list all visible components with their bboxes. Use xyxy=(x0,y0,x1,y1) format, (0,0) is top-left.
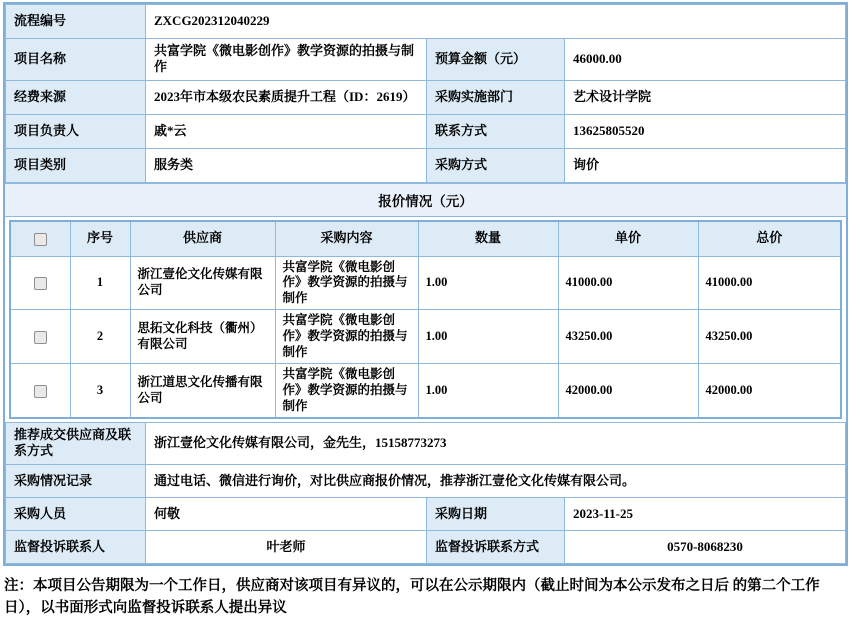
quote-row xyxy=(10,310,841,364)
budget-label: 预算金额（元） xyxy=(427,39,565,81)
col-header-content: 采购内容 xyxy=(275,221,418,257)
table-row xyxy=(6,530,846,563)
project-name-label: 项目名称 xyxy=(6,39,146,81)
quote-no: 2 xyxy=(70,310,130,364)
table-row xyxy=(6,497,846,530)
select-all-checkbox[interactable] xyxy=(34,233,47,246)
record-label: 采购情况记录 xyxy=(6,464,146,497)
quote-supplier: 浙江道思文化传播有限公司 xyxy=(130,364,275,418)
supervisor-contact-value: 0570-8068230 xyxy=(565,530,846,563)
table-row xyxy=(6,423,846,465)
contact-value: 13625805520 xyxy=(565,114,846,148)
quote-total: 41000.00 xyxy=(698,256,841,310)
col-header-total: 总价 xyxy=(698,221,841,257)
purchase-date-label: 采购日期 xyxy=(427,497,565,530)
table-row xyxy=(6,114,846,148)
row-select-checkbox[interactable] xyxy=(34,277,47,290)
procurement-notice-table xyxy=(3,2,848,566)
supervisor-label: 监督投诉联系人 xyxy=(6,530,146,563)
contact-label: 联系方式 xyxy=(427,114,565,148)
quote-header-row xyxy=(10,221,841,257)
department-value: 艺术设计学院 xyxy=(565,80,846,114)
buyer-label: 采购人员 xyxy=(6,497,146,530)
leader-label: 项目负责人 xyxy=(6,114,146,148)
quote-table xyxy=(9,220,842,420)
budget-value: 46000.00 xyxy=(565,39,846,81)
quote-unit-price: 41000.00 xyxy=(558,256,698,310)
department-label: 采购实施部门 xyxy=(427,80,565,114)
quote-content: 共富学院《微电影创作》教学资源的拍摄与制作 xyxy=(275,256,418,310)
table-row xyxy=(6,80,846,114)
process-number-value: ZXCG202312040229 xyxy=(146,5,846,39)
quote-supplier: 思拓文化科技（衢州）有限公司 xyxy=(130,310,275,364)
project-name-value: 共富学院《微电影创作》教学资源的拍摄与制作 xyxy=(146,39,427,81)
quote-unit-price: 43250.00 xyxy=(558,310,698,364)
process-number-label: 流程编号 xyxy=(6,5,146,39)
table-row xyxy=(6,5,846,39)
table-row xyxy=(6,464,846,497)
quote-section xyxy=(5,217,846,423)
table-row xyxy=(6,39,846,81)
supervisor-contact-label: 监督投诉联系方式 xyxy=(427,530,565,563)
category-value: 服务类 xyxy=(146,148,427,182)
leader-value: 戚*云 xyxy=(146,114,427,148)
quote-qty: 1.00 xyxy=(418,364,558,418)
quote-qty: 1.00 xyxy=(418,310,558,364)
table-row xyxy=(6,148,846,182)
quote-no: 3 xyxy=(70,364,130,418)
recommend-value: 浙江壹伦文化传媒有限公司，金先生，15158773273 xyxy=(146,423,846,465)
purchase-date-value: 2023-11-25 xyxy=(565,497,846,530)
supervisor-value: 叶老师 xyxy=(146,530,427,563)
fund-source-label: 经费来源 xyxy=(6,80,146,114)
fund-source-value: 2023年市本级农民素质提升工程（ID：2619） xyxy=(146,80,427,114)
quote-content: 共富学院《微电影创作》教学资源的拍摄与制作 xyxy=(275,364,418,418)
quote-qty: 1.00 xyxy=(418,256,558,310)
announcement-note: 注：本项目公告期限为一个工作日，供应商对该项目有异议的，可以在公示期限内（截止时间为本公示发布之日后 的第二个工作日），以书面形式向监督投诉联系人提出异议 xyxy=(4,577,820,617)
quote-section-title: 报价情况（元） xyxy=(5,183,846,217)
method-label: 采购方式 xyxy=(427,148,565,182)
record-value: 通过电话、微信进行询价，对比供应商报价情况，推荐浙江壹伦文化传媒有限公司。 xyxy=(146,464,846,497)
quote-row xyxy=(10,256,841,310)
quote-total: 43250.00 xyxy=(698,310,841,364)
quote-supplier: 浙江壹伦文化传媒有限公司 xyxy=(130,256,275,310)
quote-no: 1 xyxy=(70,256,130,310)
col-header-unit-price: 单价 xyxy=(558,221,698,257)
category-label: 项目类别 xyxy=(6,148,146,182)
row-select-checkbox[interactable] xyxy=(34,331,47,344)
col-header-supplier: 供应商 xyxy=(130,221,275,257)
quote-unit-price: 42000.00 xyxy=(558,364,698,418)
method-value: 询价 xyxy=(565,148,846,182)
quote-content: 共富学院《微电影创作》教学资源的拍摄与制作 xyxy=(275,310,418,364)
select-all-cell xyxy=(10,221,70,257)
quote-total: 42000.00 xyxy=(698,364,841,418)
row-select-checkbox[interactable] xyxy=(34,385,47,398)
recommend-label: 推荐成交供应商及联系方式 xyxy=(6,423,146,465)
buyer-value: 何敬 xyxy=(146,497,427,530)
col-header-qty: 数量 xyxy=(418,221,558,257)
summary-table xyxy=(5,422,846,564)
project-info-table xyxy=(5,4,846,183)
col-header-no: 序号 xyxy=(70,221,130,257)
quote-row xyxy=(10,364,841,418)
